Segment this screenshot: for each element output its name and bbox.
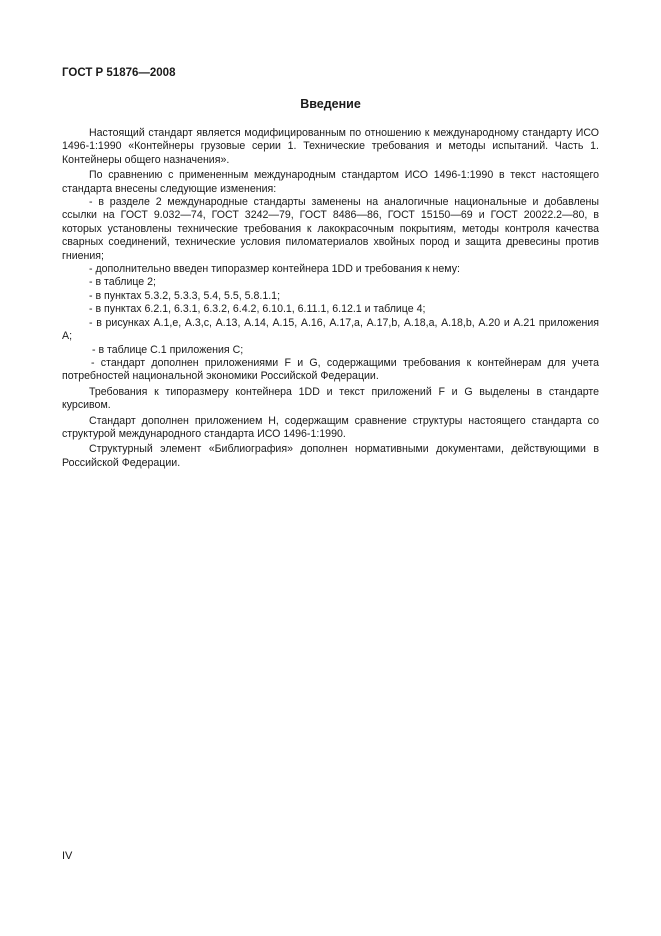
list-item-table-2: - в таблице 2; <box>89 276 156 289</box>
list-item-section-2: - в разделе 2 международные стандарты заменены на аналогичные национальные и добавлены ссылки на ГОСТ 9.032—74, ГОСТ 3242—79, ГОСТ 8486—86, ГОСТ 15150—69 и ГОСТ 20022.2—80, в которых установлены технические требования к лакокрасочным покрытиям, методы контроля качества сварных соединений, технические условия пиломатериалов хвойных пород и защита древесины против гниения; <box>62 196 599 262</box>
paragraph-modification-note: Настоящий стандарт является модифицированным по отношению к международному стандарту ИСО 1496-1:1990 «Контейнеры грузовые серии 1. Технические требования и методы испытаний. Часть 1. Контейнеры общего назначения». <box>62 127 599 166</box>
document-code: ГОСТ Р 51876—2008 <box>62 67 176 79</box>
list-item-table-c1: - в таблице С.1 приложения С; <box>92 343 244 356</box>
list-item-figures-a: - в рисунках А.1,е, А.3,с, А.13, А.14, А.15, А.16, А.17,а, А.17,b, А.18,а, А.18,b, А.20 и А.21 приложения А; <box>62 316 599 343</box>
list-item-1dd: - дополнительно введен типоразмер контейнера 1DD и требования к нему: <box>89 263 460 276</box>
paragraph-changes-intro: По сравнению с примененным международным стандартом ИСО 1496-1:1990 в текст настоящего стандарта внесены следующие изменения: <box>62 169 599 195</box>
document-body <box>62 127 599 470</box>
section-title: Введение <box>300 97 361 111</box>
paragraph-bibliography: Структурный элемент «Библиография» дополнен нормативными документами, действующими в Российской Федерации. <box>62 443 599 469</box>
list-item-annexes-fg: - стандарт дополнен приложениями F и G, содержащими требования к контейнерам для учета потребностей национальной экономики Российской Федерации. <box>62 356 599 383</box>
page-number: IV <box>62 850 73 862</box>
paragraph-annex-h: Стандарт дополнен приложением Н, содержащим сравнение структуры настоящего стандарта со структурой международного стандарта ИСО 1496-1:1990. <box>62 414 599 440</box>
list-item-clauses-6: - в пунктах 6.2.1, 6.3.1, 6.3.2, 6.4.2, 6.10.1, 6.11.1, 6.12.1 и таблице 4; <box>89 303 426 316</box>
paragraph-italic-note: Требования к типоразмеру контейнера 1DD и текст приложений F и G выделены в стандарте курсивом. <box>62 385 599 412</box>
list-item-clauses-5: - в пунктах 5.3.2, 5.3.3, 5.4, 5.5, 5.8.1.1; <box>89 289 281 302</box>
